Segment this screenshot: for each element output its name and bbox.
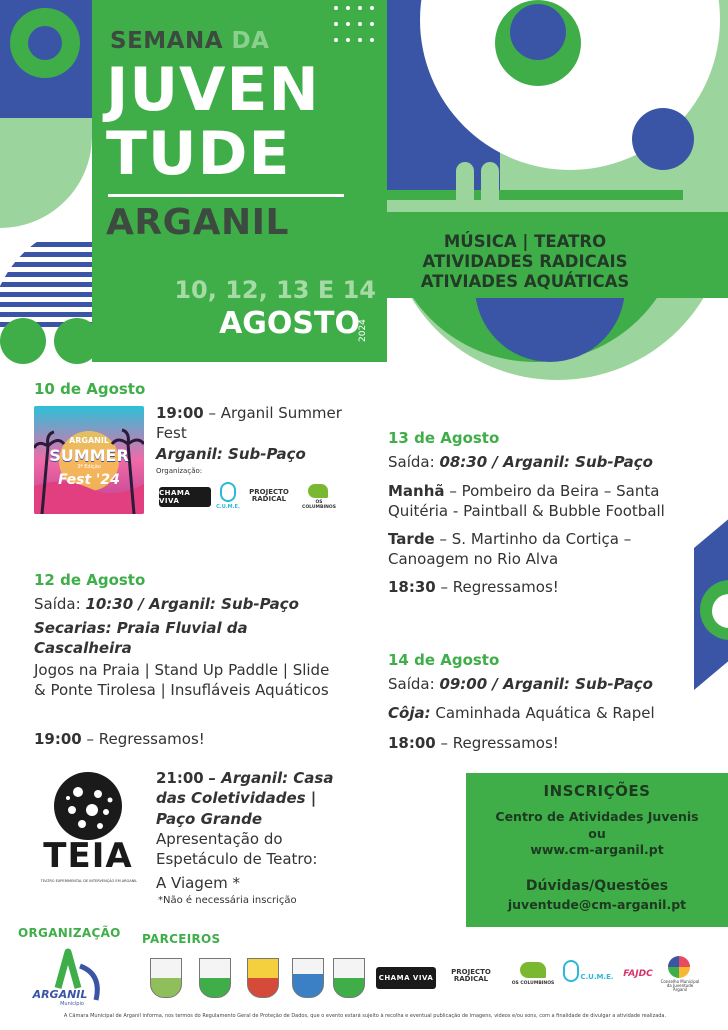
pipe-2: [481, 162, 499, 206]
partner-fajdc: FAJDC: [623, 969, 653, 979]
title-arganil: ARGANIL: [106, 202, 289, 243]
day14-place-label: Côja:: [388, 704, 431, 722]
day14-return: [388, 733, 688, 753]
poster-line1: ARGANIL: [69, 436, 109, 445]
blue-circle-top: [510, 4, 566, 60]
title-juven: JUVEN: [106, 55, 320, 125]
activity-line-2: ATIVIDADES RADICAIS: [422, 252, 628, 272]
title-tude: TUDE: [106, 119, 291, 189]
day13-manha: [388, 481, 718, 522]
day14-heading: 14 de Agosto: [388, 651, 500, 669]
logo-columbinos: OS COLUMBINOS: [302, 500, 336, 510]
teia-logo-name: TEIA: [43, 836, 133, 876]
teia-logo-sub: TEATRO EXPERIMENTAL DE INTERVENÇÃO EM ARGANIL: [40, 879, 138, 883]
logo-cume-icon: [220, 482, 236, 502]
teatro-place: – Arganil: Casa das Coletividades | Paço Grande: [156, 769, 334, 828]
day12-heading: 12 de Agosto: [34, 571, 146, 589]
blue-circle-right: [632, 108, 694, 170]
day13-return-text: – Regressamos!: [440, 578, 559, 596]
crest-1: [150, 958, 182, 998]
day13-manha-label: Manhã: [388, 482, 445, 500]
partner-columbinos-bird: [520, 962, 546, 978]
logo-chama-viva: CHAMA VIVA: [159, 487, 211, 507]
partner-projecto-radical: PROJECTO RADICAL: [451, 968, 491, 983]
partner-cume: C.U.M.E.: [580, 973, 614, 981]
inscricoes-box: [466, 773, 728, 927]
day12-return-time: 19:00: [34, 730, 82, 748]
day10-org-label: Organização:: [156, 467, 203, 475]
day14-return-text: – Regressamos!: [440, 734, 559, 752]
activity-line-1: MÚSICA | TEATRO: [443, 232, 607, 251]
activities-list: [400, 232, 650, 292]
striped-circle-left: [0, 222, 100, 332]
day13-saida-value: 08:30 / Arganil: Sub-Paço: [439, 453, 653, 471]
day10-heading: 10 de Agosto: [34, 380, 146, 398]
day12-saida-value: 10:30 / Arganil: Sub-Paço: [85, 595, 299, 613]
duvidas-title: Dúvidas/Questões: [525, 878, 669, 894]
arganil-logo-text: ARGANIL: [32, 988, 88, 1001]
day14-saida: [388, 674, 708, 694]
activity-line-3: ATIVIADES AQUÁTICAS: [420, 272, 630, 292]
day12-place: [34, 618, 334, 659]
logo-projecto-radical: PROJECTO RADICAL: [249, 488, 289, 503]
parceiros-heading: PARCEIROS: [142, 932, 221, 946]
partner-cmj: Conselho Municipal da Juventude Arganil: [660, 979, 700, 992]
organizacao-heading: ORGANIZAÇÃO: [18, 926, 121, 940]
day13-saida: [388, 452, 708, 472]
logo-columbinos-bird: [308, 484, 328, 498]
bowl-band-stripe: [387, 200, 728, 212]
day13-manha-text: – Pombeiro da Beira – Santa Quitéria - Paintball & Bubble Football: [388, 482, 665, 521]
inscricoes-line1: Centro de Atividades Juvenis: [495, 809, 699, 824]
circle-top-left-inner: [28, 26, 62, 60]
summer-fest-poster: [34, 406, 144, 514]
crest-2: [199, 958, 231, 998]
day13-return-time: 18:30: [388, 578, 436, 596]
day13-tarde-label: Tarde: [388, 530, 435, 548]
teatro-note: *Não é necessária inscrição: [158, 895, 297, 906]
partner-chama-viva: CHAMA VIVA: [376, 967, 436, 989]
gdpr-disclaimer: A Câmara Municipal de Arganil informa, nos termos do Regulamento Geral de Proteção de Dados, que o evento estará sujeito à recolha e eventual publicação de imagens, vídeos e/ou sons, com a finalidade de divulgar a atividade realizada.: [63, 1013, 667, 1019]
crest-4: [292, 958, 324, 998]
day13-heading: 13 de Agosto: [388, 429, 500, 447]
day14-saida-label: Saída:: [388, 675, 435, 693]
day12-return: [34, 729, 334, 749]
partner-cmj-icon: [668, 956, 690, 978]
event-month: AGOSTO: [219, 306, 360, 341]
day14-place: [388, 703, 708, 723]
event-year: 2024: [358, 319, 368, 342]
poster-line3: Fest '24: [58, 472, 120, 488]
day10-place: Arganil: Sub-Paço: [156, 444, 306, 463]
day10-event-name: – Arganil Summer Fest: [156, 404, 342, 443]
crest-5: [333, 958, 365, 998]
logo-cume: C.U.M.E.: [216, 504, 240, 510]
day12-return-text: – Regressamos!: [86, 730, 205, 748]
light-green-shape-left: [0, 118, 92, 228]
dot-grid: [332, 4, 376, 48]
day10-event: [156, 403, 356, 464]
teatro-time-place: [156, 768, 356, 829]
inscricoes-title: INSCRIÇÕES: [543, 782, 651, 800]
pipe-1: [456, 162, 474, 206]
poster-line2: SUMMER: [49, 446, 129, 465]
partner-cume-icon: [563, 960, 579, 982]
day12-saida: [34, 594, 354, 614]
crest-3: [247, 958, 279, 998]
header-artwork: [0, 0, 728, 380]
day14-place-text: Caminhada Aquática & Rapel: [435, 704, 655, 722]
day14-saida-value: 09:00 / Arganil: Sub-Paço: [439, 675, 653, 693]
teatro-desc: Apresentação do Espetáculo de Teatro:: [156, 830, 318, 869]
inscricoes-website[interactable]: www.cm-arganil.pt: [530, 842, 664, 857]
day12-saida-label: Saída:: [34, 595, 81, 613]
contact-email[interactable]: juventude@cm-arganil.pt: [507, 897, 687, 912]
title-divider: [108, 194, 344, 197]
day13-saida-label: Saída:: [388, 453, 435, 471]
title-semana: SEMANA DA: [110, 28, 270, 54]
day13-tarde-text: – S. Martinho da Cortiça – Canoagem no Rio Alva: [388, 530, 632, 569]
teatro-title: A Viagem *: [156, 874, 240, 892]
poster-edition: 3ª Edição: [77, 464, 101, 470]
arganil-logo-sub: Município: [60, 1001, 84, 1007]
teatro-time: 21:00: [156, 769, 204, 787]
partner-columbinos: OS COLUMBINOS: [511, 981, 555, 986]
event-dates: 10, 12, 13 E 14: [174, 276, 376, 304]
day10-time: 19:00: [156, 404, 204, 422]
green-dot-left-1: [0, 318, 46, 364]
day13-tarde: [388, 529, 688, 570]
day12-activities: Jogos na Praia | Stand Up Paddle | Slide & Ponte Tirolesa | Insufláveis Aquáticos: [34, 661, 330, 700]
inscricoes-line2: ou: [588, 826, 606, 841]
day12-place-text: Secarias: Praia Fluvial da Cascalheira: [34, 619, 248, 658]
day13-return: [388, 577, 688, 597]
day14-return-time: 18:00: [388, 734, 436, 752]
